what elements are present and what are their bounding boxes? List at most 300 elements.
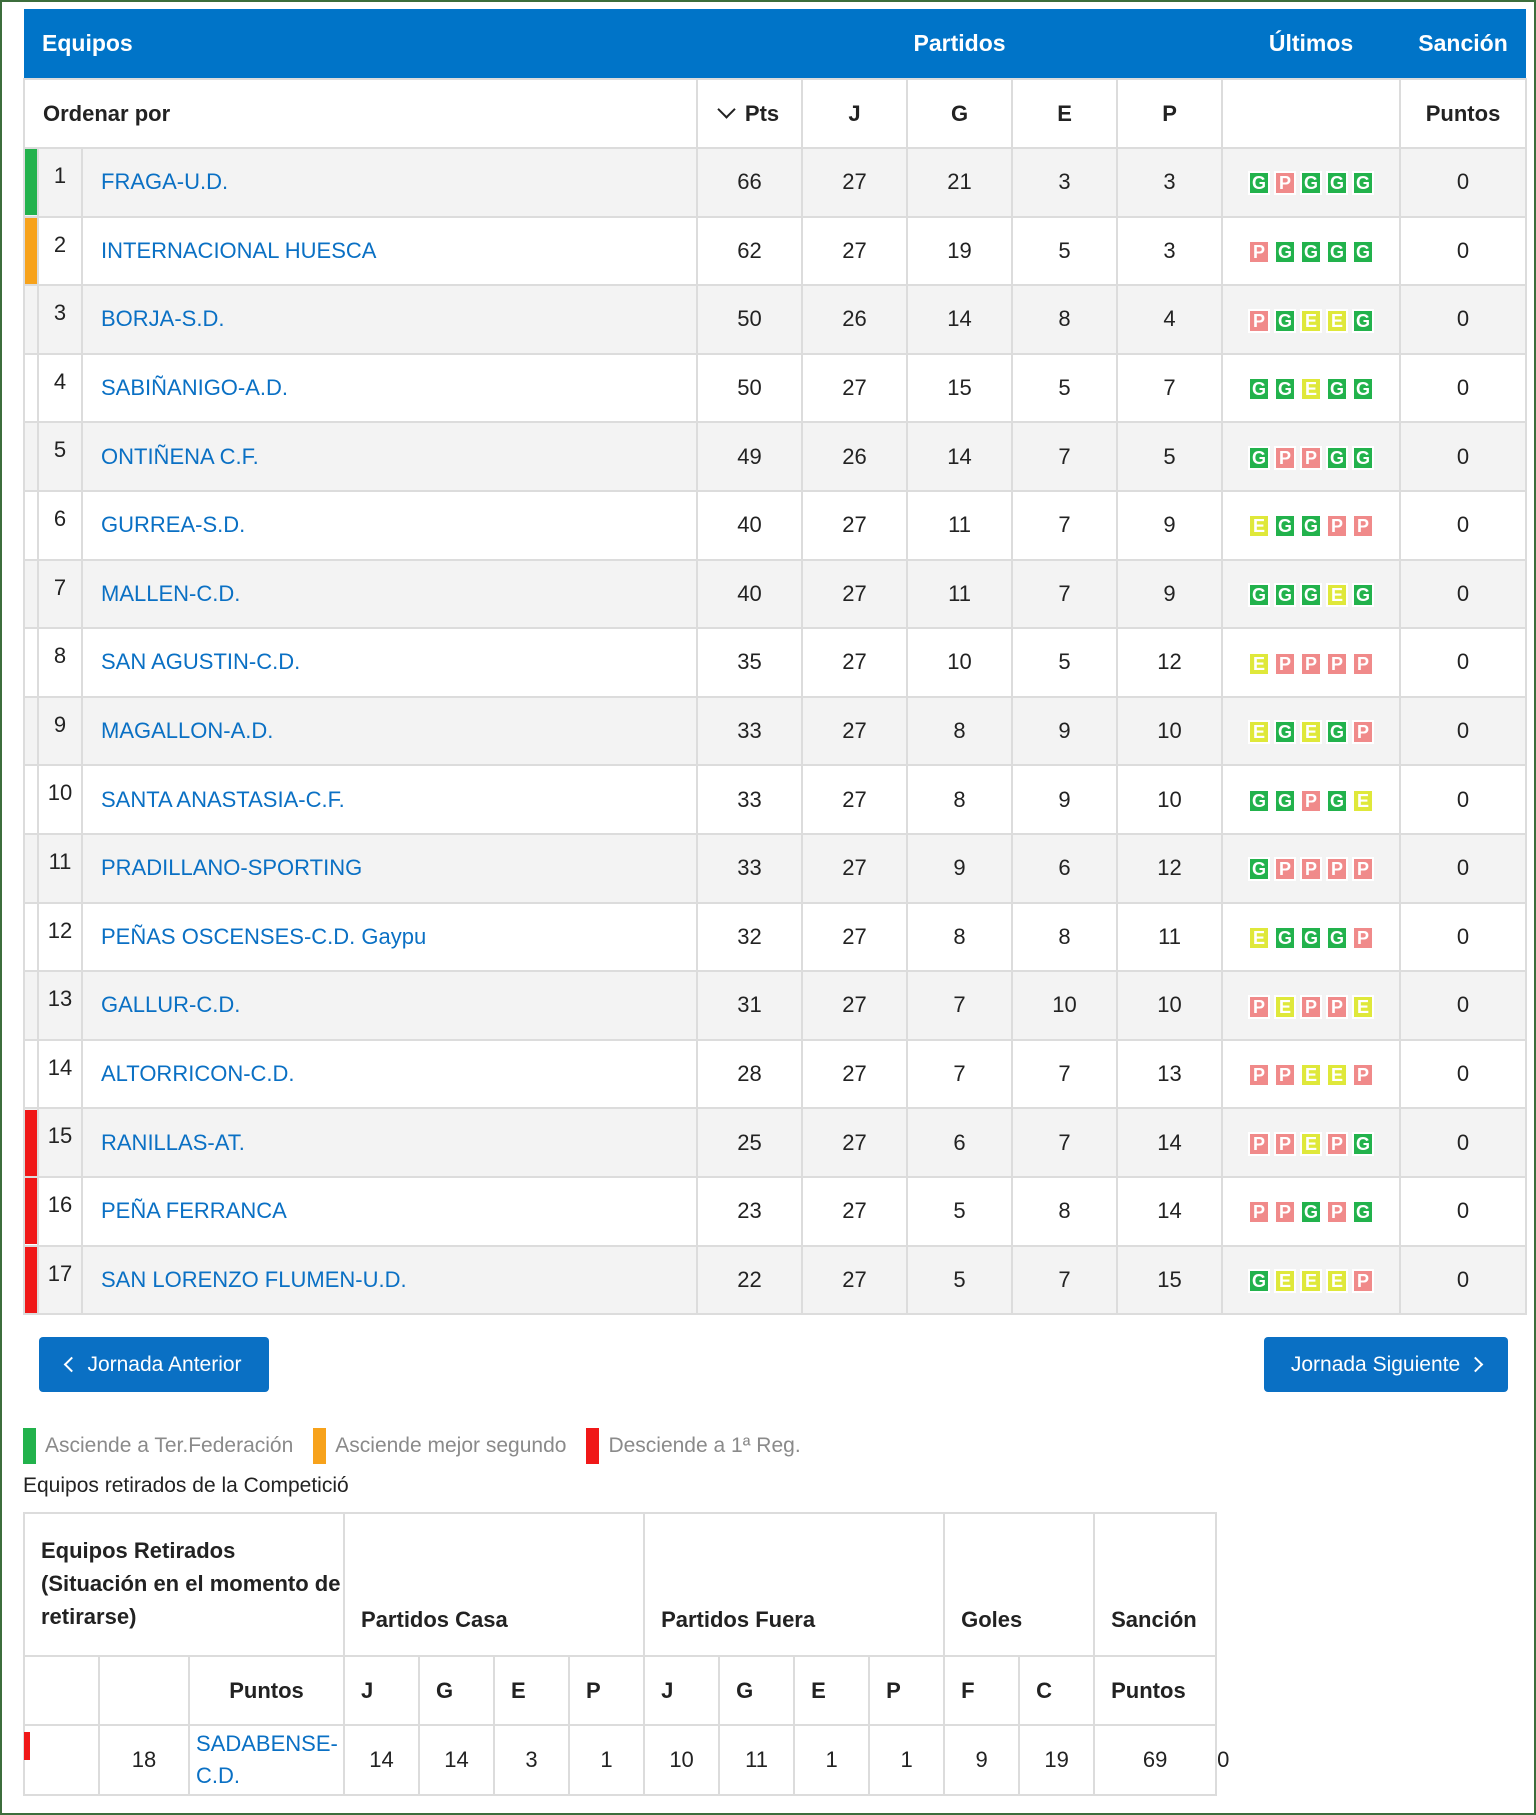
zone-indicator — [25, 698, 38, 764]
col-puntos: Puntos — [1400, 79, 1526, 148]
sort-by-label: Ordenar por — [24, 79, 697, 148]
position: 1 — [53, 163, 67, 188]
team-cell — [82, 1108, 697, 1177]
team-cell — [82, 422, 697, 491]
stat-g: 8 — [907, 697, 1012, 766]
previous-round-button[interactable] — [39, 1337, 269, 1392]
result-badge: G — [1300, 583, 1322, 607]
last-results — [1222, 285, 1400, 354]
standings-table — [23, 9, 1527, 1315]
stat-pts: 33 — [697, 765, 802, 834]
stat-e: 8 — [1012, 903, 1117, 972]
legend-item-best-second — [313, 1428, 566, 1464]
sanction-points: 0 — [1400, 354, 1526, 423]
position-cell — [38, 697, 82, 766]
stat-j: 27 — [802, 354, 907, 423]
result-badge: P — [1326, 1132, 1348, 1156]
result-badge: E — [1300, 377, 1322, 401]
position: 16 — [47, 1191, 73, 1217]
result-badge: P — [1274, 446, 1296, 470]
stat-j: 27 — [802, 1246, 907, 1315]
result-badge: E — [1248, 926, 1270, 950]
result-badge: P — [1326, 1200, 1348, 1224]
zone-mark — [24, 1040, 38, 1109]
stat-pts: 28 — [697, 1040, 802, 1109]
zone-mark — [24, 765, 38, 834]
table-row — [24, 697, 1526, 766]
result-badge: P — [1300, 789, 1322, 813]
team-link[interactable]: SABIÑANIGO-A.D. — [101, 375, 289, 401]
team-link[interactable]: MALLEN-C.D. — [101, 580, 241, 606]
team-link[interactable]: ALTORRICON-C.D. — [101, 1061, 295, 1087]
result-badge: P — [1352, 926, 1374, 950]
stat-e: 8 — [1012, 285, 1117, 354]
sanction-points: 0 — [1400, 148, 1526, 217]
zone-indicator — [25, 149, 38, 215]
last-results — [1222, 422, 1400, 491]
stat-e: 9 — [1012, 765, 1117, 834]
last-results — [1222, 765, 1400, 834]
result-badge: P — [1326, 652, 1348, 676]
stat-pts: 62 — [697, 217, 802, 286]
zone-mark — [24, 422, 38, 491]
zone-indicator — [25, 1178, 38, 1244]
sanction-points: 0 — [1400, 285, 1526, 354]
result-badge: P — [1326, 857, 1348, 881]
stat-e: 6 — [1012, 834, 1117, 903]
team-link[interactable]: GALLUR-C.D. — [101, 992, 241, 1018]
position: 6 — [53, 505, 67, 531]
stat-j: 27 — [802, 971, 907, 1040]
result-badge: P — [1300, 995, 1322, 1019]
zone-mark — [24, 1246, 38, 1315]
result-badge: E — [1352, 995, 1374, 1019]
result-badge: P — [1274, 857, 1296, 881]
zone-indicator — [25, 218, 38, 284]
zone-mark — [24, 697, 38, 766]
result-badge: P — [1352, 1269, 1374, 1293]
col-g[interactable]: G — [907, 79, 1012, 148]
zone-mark — [24, 560, 38, 629]
header-equipos: Equipos — [24, 9, 697, 79]
stat-j: 27 — [802, 217, 907, 286]
team-link[interactable]: BORJA-S.D. — [101, 306, 225, 332]
table-row — [24, 148, 1526, 217]
last-results — [1222, 903, 1400, 972]
result-badge: P — [1352, 720, 1374, 744]
position-cell — [38, 834, 82, 903]
team-link[interactable]: PEÑA FERRANCA — [101, 1198, 287, 1224]
stat-p: 4 — [1117, 285, 1222, 354]
result-badge: E — [1326, 309, 1348, 333]
stat-p: 9 — [1117, 491, 1222, 560]
retired-val: 11 — [719, 1725, 794, 1795]
stat-j: 27 — [802, 1040, 907, 1109]
last-results — [1222, 697, 1400, 766]
result-badge: E — [1248, 514, 1270, 538]
position-cell — [38, 765, 82, 834]
position: 4 — [53, 368, 67, 394]
table-row — [24, 834, 1526, 903]
stat-p: 9 — [1117, 560, 1222, 629]
result-badge: P — [1248, 995, 1270, 1019]
col-e[interactable]: E — [1012, 79, 1117, 148]
position-cell — [38, 491, 82, 560]
retired-sub-j-home: J — [344, 1656, 419, 1725]
team-link[interactable]: PEÑAS OSCENSES-C.D. Gaypu — [101, 923, 427, 949]
chevron-down-icon — [717, 100, 735, 118]
retired-col-sanction: Sanción — [1094, 1513, 1216, 1656]
stat-p: 10 — [1117, 971, 1222, 1040]
result-badge: G — [1248, 171, 1270, 195]
sanction-points: 0 — [1400, 217, 1526, 286]
retired-val: 14 — [344, 1725, 419, 1795]
table-row — [24, 491, 1526, 560]
stat-pts: 22 — [697, 1246, 802, 1315]
stat-e: 5 — [1012, 217, 1117, 286]
zone-indicator — [25, 767, 38, 833]
zone-mark — [24, 285, 38, 354]
zone-mark — [24, 1108, 38, 1177]
result-badge: G — [1326, 720, 1348, 744]
result-badge: G — [1352, 309, 1374, 333]
retired-val: 14 — [419, 1725, 494, 1795]
stat-e: 8 — [1012, 1177, 1117, 1246]
stat-g: 8 — [907, 903, 1012, 972]
zone-indicator — [25, 424, 38, 490]
previous-round-label: Jornada Anterior — [87, 1352, 242, 1376]
team-cell — [82, 1040, 697, 1109]
result-badge: P — [1274, 171, 1296, 195]
retired-zone-mark — [24, 1725, 99, 1795]
table-row — [24, 1246, 1526, 1315]
retired-position: 18 — [99, 1725, 189, 1795]
result-badge: G — [1300, 514, 1322, 538]
stat-g: 10 — [907, 628, 1012, 697]
result-badge: G — [1326, 446, 1348, 470]
result-badge: G — [1274, 926, 1296, 950]
team-link[interactable]: SAN AGUSTIN-C.D. — [101, 649, 301, 675]
position: 15 — [47, 1123, 73, 1149]
table-row — [24, 628, 1526, 697]
stat-e: 7 — [1012, 1108, 1117, 1177]
result-badge: P — [1274, 1200, 1296, 1224]
team-link[interactable]: INTERNACIONAL HUESCA — [101, 237, 377, 263]
retired-val: 10 — [644, 1725, 719, 1795]
stat-g: 7 — [907, 1040, 1012, 1109]
retired-table-row — [24, 1725, 1229, 1795]
result-badge: G — [1352, 1200, 1374, 1224]
legend-label: Asciende a Ter.Federación — [45, 1434, 294, 1457]
stat-g: 21 — [907, 148, 1012, 217]
result-badge: G — [1274, 789, 1296, 813]
team-cell — [82, 560, 697, 629]
col-j[interactable]: J — [802, 79, 907, 148]
last-results — [1222, 834, 1400, 903]
result-badge: P — [1326, 995, 1348, 1019]
team-cell — [82, 697, 697, 766]
result-badge: G — [1274, 309, 1296, 333]
retired-subheader-row — [24, 1656, 1229, 1725]
result-badge: G — [1352, 240, 1374, 264]
stat-e: 5 — [1012, 628, 1117, 697]
result-badge: G — [1352, 446, 1374, 470]
zone-mark — [24, 628, 38, 697]
retired-val: 1 — [794, 1725, 869, 1795]
result-badge: G — [1352, 1132, 1374, 1156]
legend-swatch — [313, 1428, 326, 1464]
sanction-points: 0 — [1400, 1040, 1526, 1109]
table-row — [24, 1177, 1526, 1246]
retired-sub-g-away: G — [719, 1656, 794, 1725]
position-cell — [38, 971, 82, 1040]
retired-col-home: Partidos Casa — [344, 1513, 644, 1656]
result-badge: G — [1326, 171, 1348, 195]
last-results — [1222, 1246, 1400, 1315]
zone-indicator — [25, 492, 38, 558]
col-p[interactable]: P — [1117, 79, 1222, 148]
retired-sub-p-home: P — [569, 1656, 644, 1725]
retired-sub-f: F — [944, 1656, 1019, 1725]
stat-p: 3 — [1117, 148, 1222, 217]
result-badge: E — [1300, 720, 1322, 744]
legend-label: Asciende mejor segundo — [335, 1434, 567, 1457]
zone-indicator — [24, 1732, 30, 1760]
result-badge: E — [1248, 720, 1270, 744]
pts-label: Pts — [744, 100, 780, 126]
stat-p: 10 — [1117, 697, 1222, 766]
team-cell — [82, 354, 697, 423]
last-results — [1222, 560, 1400, 629]
stat-g: 15 — [907, 354, 1012, 423]
result-badge: P — [1248, 240, 1270, 264]
result-badge: G — [1274, 583, 1296, 607]
result-badge: G — [1248, 583, 1270, 607]
stat-p: 13 — [1117, 1040, 1222, 1109]
zone-mark — [24, 971, 38, 1040]
stat-j: 26 — [802, 422, 907, 491]
position: 12 — [47, 917, 73, 943]
stat-pts: 66 — [697, 148, 802, 217]
team-cell — [82, 217, 697, 286]
sanction-points: 0 — [1400, 491, 1526, 560]
result-badge: P — [1352, 857, 1374, 881]
position-cell — [38, 560, 82, 629]
result-badge: G — [1326, 240, 1348, 264]
result-badge: P — [1248, 1200, 1270, 1224]
stat-e: 10 — [1012, 971, 1117, 1040]
sanction-points: 0 — [1400, 903, 1526, 972]
zone-indicator — [25, 561, 38, 627]
team-link[interactable]: RANILLAS-AT. — [101, 1129, 245, 1155]
team-link[interactable]: PRADILLANO-SPORTING — [101, 855, 363, 881]
position-cell — [38, 903, 82, 972]
stat-g: 11 — [907, 560, 1012, 629]
stat-g: 5 — [907, 1177, 1012, 1246]
standings-subheader-row — [24, 79, 1526, 148]
zone-indicator — [25, 972, 38, 1038]
stat-e: 7 — [1012, 560, 1117, 629]
result-badge: G — [1274, 720, 1296, 744]
last-results — [1222, 628, 1400, 697]
retired-teams-table — [23, 1512, 1230, 1796]
position: 10 — [47, 780, 73, 806]
result-badge: G — [1326, 377, 1348, 401]
retired-col-goals: Goles — [944, 1513, 1094, 1656]
stat-e: 7 — [1012, 1246, 1117, 1315]
legend-swatch — [586, 1428, 599, 1464]
table-row — [24, 217, 1526, 286]
team-cell — [82, 834, 697, 903]
stat-pts: 23 — [697, 1177, 802, 1246]
zone-mark — [24, 354, 38, 423]
last-results — [1222, 971, 1400, 1040]
stat-j: 27 — [802, 148, 907, 217]
last-results — [1222, 148, 1400, 217]
retired-val: 3 — [494, 1725, 569, 1795]
result-badge: P — [1248, 1132, 1270, 1156]
legend — [23, 1428, 821, 1464]
retired-sub-c: C — [1019, 1656, 1094, 1725]
sanction-points: 0 — [1400, 1108, 1526, 1177]
stat-pts: 33 — [697, 834, 802, 903]
team-link[interactable]: GURREA-S.D. — [101, 512, 246, 538]
stat-j: 27 — [802, 491, 907, 560]
result-badge: P — [1274, 1063, 1296, 1087]
team-cell — [82, 1177, 697, 1246]
result-badge: E — [1326, 583, 1348, 607]
zone-indicator — [25, 835, 38, 901]
result-badge: G — [1274, 240, 1296, 264]
header-sancion: Sanción — [1400, 9, 1526, 79]
stat-g: 14 — [907, 285, 1012, 354]
retired-sub-e-home: E — [494, 1656, 569, 1725]
team-cell — [82, 148, 697, 217]
result-badge: E — [1300, 1269, 1322, 1293]
retired-sub-empty — [24, 1656, 99, 1725]
legend-item-promotion — [23, 1428, 293, 1464]
retired-sub-e-away: E — [794, 1656, 869, 1725]
zone-indicator — [25, 629, 38, 695]
position: 9 — [53, 711, 67, 737]
team-link[interactable]: MAGALLON-A.D. — [101, 718, 274, 744]
sort-pts-button[interactable] — [697, 79, 802, 148]
retired-sub-empty — [99, 1656, 189, 1725]
result-badge: G — [1300, 1200, 1322, 1224]
zone-mark — [24, 217, 38, 286]
retired-teams-title: Equipos retirados de la Competició — [23, 1474, 349, 1497]
stat-g: 14 — [907, 422, 1012, 491]
stat-g: 7 — [907, 971, 1012, 1040]
position-cell — [38, 628, 82, 697]
result-badge: G — [1352, 171, 1374, 195]
team-link[interactable]: SANTA ANASTASIA-C.F. — [101, 786, 345, 812]
result-badge: E — [1326, 1063, 1348, 1087]
result-badge: P — [1300, 446, 1322, 470]
stat-j: 27 — [802, 560, 907, 629]
header-partidos: Partidos — [697, 9, 1222, 79]
sanction-points: 0 — [1400, 628, 1526, 697]
result-badge: P — [1352, 514, 1374, 538]
team-cell — [82, 903, 697, 972]
last-results — [1222, 217, 1400, 286]
result-badge: G — [1248, 446, 1270, 470]
stat-p: 3 — [1117, 217, 1222, 286]
result-badge: E — [1300, 309, 1322, 333]
zone-indicator — [25, 286, 38, 352]
table-row — [24, 285, 1526, 354]
stat-p: 5 — [1117, 422, 1222, 491]
legend-label: Desciende a 1ª Reg. — [608, 1434, 801, 1457]
stat-g: 11 — [907, 491, 1012, 560]
result-badge: G — [1300, 171, 1322, 195]
result-badge: P — [1248, 1063, 1270, 1087]
retired-val: 19 — [1019, 1725, 1094, 1795]
position-cell — [38, 1246, 82, 1315]
team-link[interactable]: SAN LORENZO FLUMEN-U.D. — [101, 1266, 407, 1292]
position: 2 — [53, 231, 67, 257]
legend-swatch — [23, 1428, 36, 1464]
retired-col-away: Partidos Fuera — [644, 1513, 944, 1656]
result-badge: G — [1300, 926, 1322, 950]
team-link[interactable]: ONTIÑENA C.F. — [101, 443, 259, 469]
position: 17 — [47, 1260, 73, 1286]
retired-team-link[interactable]: SADABENSE-C.D. — [189, 1725, 344, 1795]
stat-pts: 35 — [697, 628, 802, 697]
retired-col-team: Equipos Retirados (Situación en el momento de retirarse) — [24, 1513, 344, 1656]
retired-header-row — [24, 1513, 1229, 1656]
position: 3 — [53, 300, 67, 326]
position-cell — [38, 285, 82, 354]
sanction-points: 0 — [1400, 834, 1526, 903]
team-link[interactable]: FRAGA-U.D. — [101, 169, 229, 195]
team-cell — [82, 285, 697, 354]
position: 11 — [48, 848, 72, 874]
sanction-points: 0 — [1400, 422, 1526, 491]
stat-e: 9 — [1012, 697, 1117, 766]
sanction-points: 0 — [1400, 971, 1526, 1040]
zone-indicator — [25, 355, 38, 421]
stat-j: 27 — [802, 765, 907, 834]
zone-mark — [24, 148, 38, 217]
table-row — [24, 765, 1526, 834]
stat-e: 7 — [1012, 491, 1117, 560]
zone-mark — [24, 1177, 38, 1246]
stat-p: 12 — [1117, 834, 1222, 903]
result-badge: P — [1352, 652, 1374, 676]
stat-p: 14 — [1117, 1108, 1222, 1177]
stat-p: 7 — [1117, 354, 1222, 423]
legend-item-relegation — [586, 1428, 800, 1464]
stat-pts: 32 — [697, 903, 802, 972]
result-badge: G — [1248, 857, 1270, 881]
stat-p: 11 — [1117, 903, 1222, 972]
stat-g: 9 — [907, 834, 1012, 903]
result-badge: G — [1248, 789, 1270, 813]
zone-indicator — [25, 1247, 38, 1313]
stat-e: 7 — [1012, 1040, 1117, 1109]
table-row — [24, 422, 1526, 491]
chevron-right-icon — [1468, 1357, 1484, 1373]
result-badge: G — [1300, 240, 1322, 264]
next-round-button[interactable] — [1264, 1337, 1508, 1392]
result-badge: E — [1326, 1269, 1348, 1293]
team-cell — [82, 765, 697, 834]
team-cell — [82, 491, 697, 560]
stat-pts: 33 — [697, 697, 802, 766]
position-cell — [38, 1040, 82, 1109]
position: 8 — [53, 643, 67, 669]
